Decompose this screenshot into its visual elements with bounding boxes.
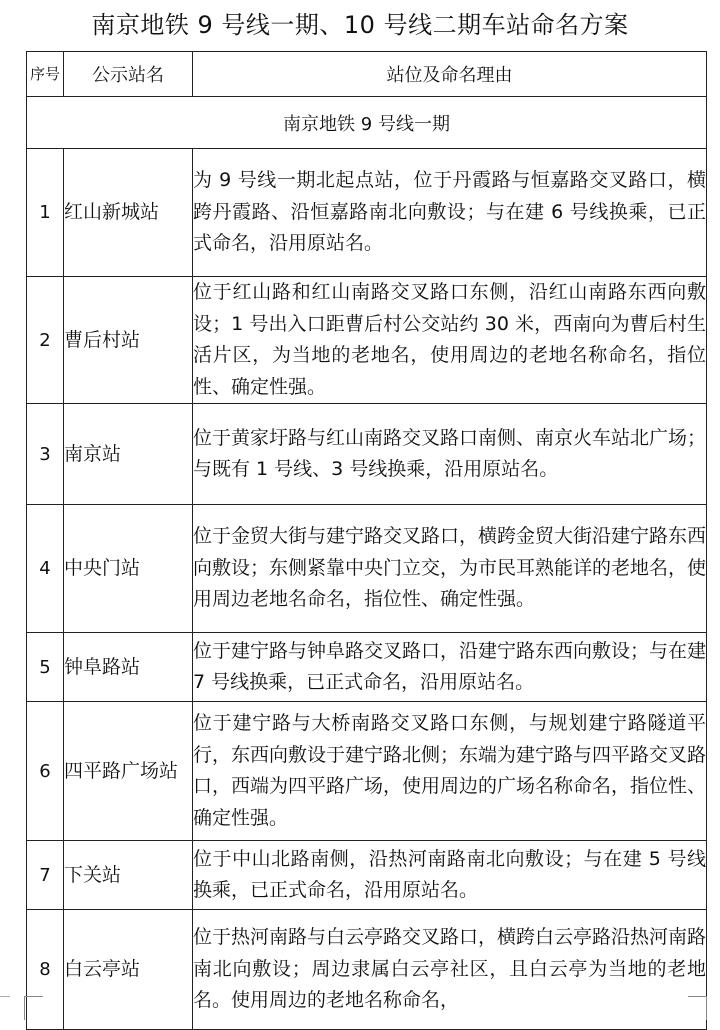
table-row <box>27 841 707 910</box>
row-seq: 4 <box>27 505 64 633</box>
row-seq: 6 <box>27 702 64 841</box>
header-location-reason: 站位及命名理由 <box>193 52 707 97</box>
table-row <box>27 149 707 277</box>
row-seq: 1 <box>27 149 64 277</box>
row-reason: 位于中山北路南侧，沿热河南路南北向敷设；与在建 5 号线换乘，已正式命名，沿用原站名。 <box>193 841 707 910</box>
row-station-name: 中央门站 <box>64 505 193 633</box>
row-seq: 7 <box>27 841 64 910</box>
row-reason: 位于红山路和红山南路交叉路口东侧，沿红山南路东西向敷设；1 号出入口距曹后村公交站约 30 米，西南向为曹后村生活片区，为当地的老地名，使用周边的老地名称命名，指位性、确定性强。 <box>193 277 707 404</box>
row-seq: 3 <box>27 404 64 505</box>
row-station-name: 下关站 <box>64 841 193 910</box>
station-naming-table <box>26 51 707 1030</box>
table-header-row <box>27 52 707 97</box>
row-seq: 8 <box>27 910 64 1030</box>
table-row <box>27 277 707 404</box>
row-station-name: 红山新城站 <box>64 149 193 277</box>
table-row <box>27 702 707 841</box>
table-row <box>27 910 707 1030</box>
section-row <box>27 97 707 149</box>
document-title: 南京地铁 9 号线一期、10 号线二期车站命名方案 <box>91 11 629 39</box>
header-station-name: 公示站名 <box>64 52 193 97</box>
table-row <box>27 633 707 702</box>
row-reason: 位于建宁路与大桥南路交叉路口东侧，与规划建宁路隧道平行，东西向敷设于建宁路北侧；东端为建宁路与四平路交叉路口，西端为四平路广场，使用周边的广场名称命名，指位性、确定性强。 <box>193 702 707 841</box>
row-station-name: 白云亭站 <box>64 910 193 1030</box>
row-reason: 位于金贸大街与建宁路交叉路口，横跨金贸大街沿建宁路东西向敷设；东侧紧靠中央门立交，为市民耳熟能详的老地名，使用周边老地名命名，指位性、确定性强。 <box>193 505 707 633</box>
section-title: 南京地铁 9 号线一期 <box>27 97 707 149</box>
row-station-name: 曹后村站 <box>64 277 193 404</box>
row-reason: 位于黄家圩路与红山南路交叉路口南侧、南京火车站北广场；与既有 1 号线、3 号线换乘，沿用原站名。 <box>193 404 707 505</box>
page-corner-mark-left <box>24 996 43 1020</box>
header-seq: 序号 <box>27 52 64 97</box>
row-reason: 位于建宁路与钟阜路交叉路口，沿建宁路东西向敷设；与在建 7 号线换乘，已正式命名，沿用原站名。 <box>193 633 707 702</box>
page-corner-mark-right <box>688 996 707 1020</box>
row-station-name: 钟阜路站 <box>64 633 193 702</box>
row-reason: 为 9 号线一期北起点站，位于丹霞路与恒嘉路交叉路口，横跨丹霞路、沿恒嘉路南北向敷设；与在建 6 号线换乘，已正式命名，沿用原站名。 <box>193 149 707 277</box>
row-station-name: 四平路广场站 <box>64 702 193 841</box>
row-station-name: 南京站 <box>64 404 193 505</box>
row-seq: 2 <box>27 277 64 404</box>
page-edge-mark <box>0 996 10 997</box>
row-reason: 位于热河南路与白云亭路交叉路口，横跨白云亭路沿热河南路南北向敷设；周边隶属白云亭社区，且白云亭为当地的老地名。使用周边的老地名称命名， <box>193 910 707 1030</box>
row-seq: 5 <box>27 633 64 702</box>
table-row <box>27 505 707 633</box>
table-row <box>27 404 707 505</box>
